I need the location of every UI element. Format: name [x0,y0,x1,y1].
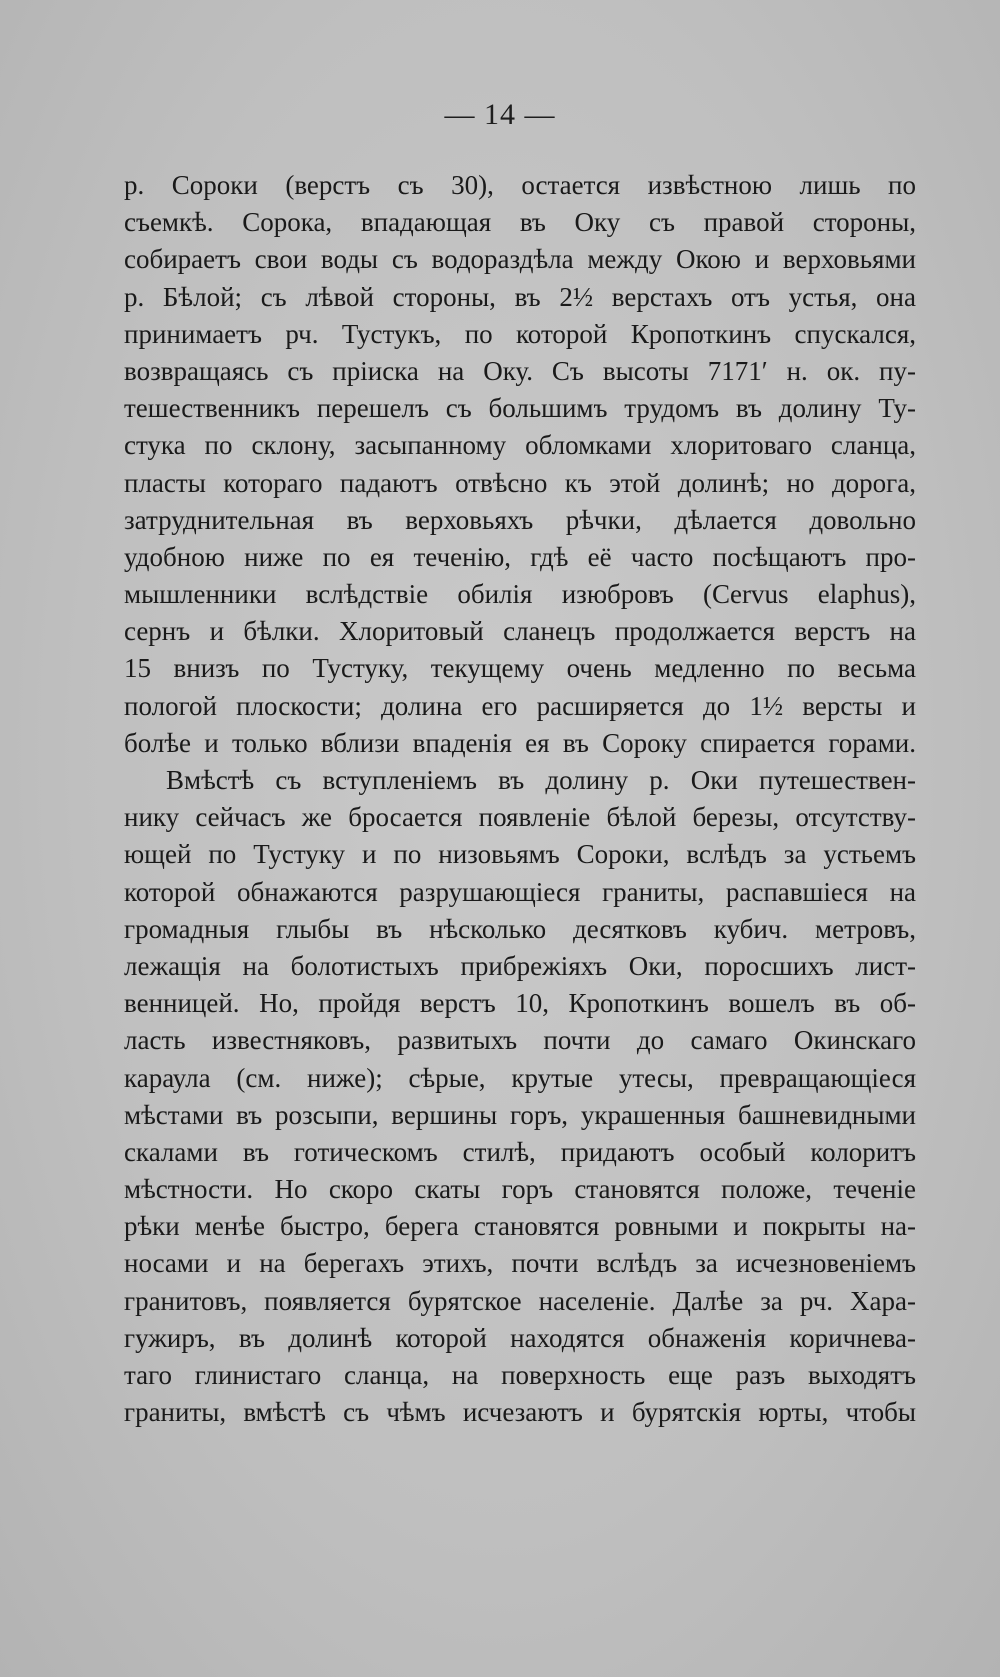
paragraph-start-line: Вмѣстѣ съ вступленіемъ въ долину р. Оки путешествен- [166,765,916,795]
text-line: съемкѣ. Сорока, впадающая въ Оку съ правой стороны, [124,207,916,238]
text-line: венницей. Но, пройдя верстъ 10, Кропоткинъ вошелъ въ об- [124,988,916,1019]
text-line: удобною ниже по ея теченію, гдѣ её часто посѣщаютъ про- [124,541,916,572]
text-line: стука по склону, засыпанному обломками хлоритоваго сланца, [124,430,916,461]
text-line: р. Бѣлой; съ лѣвой стороны, въ 2½ верстахъ отъ устья, она [124,281,916,312]
body-text [124,167,916,1431]
text-line: затруднительная въ верховьяхъ рѣчки, дѣлается довольно [124,504,916,535]
text-line: р. Сороки (верстъ съ 30), остается извѣстною лишь по [124,170,916,200]
text-line: рѣки менѣе быстро, берега становятся ровными и покрыты на- [124,1211,916,1242]
text-line: ющей по Тустуку и по низовьямъ Сороки, вслѣдъ за устьемъ [124,839,916,870]
text-line: громадныя глыбы въ нѣсколько десятковъ кубич. метровъ, [124,913,916,944]
text-line: граниты, вмѣстѣ съ чѣмъ исчезаютъ и бурятскія юрты, чтобы [124,1397,916,1428]
text-line: принимаетъ рч. Тустукъ, по которой Кропоткинъ спускался, [124,318,916,349]
text-line: ласть известняковъ, развитыхъ почти до самаго Окинскаго [124,1025,916,1056]
page-number: — 14 — [444,98,556,131]
text-line: которой обнажаются разрушающіеся граниты, распавшіеся на [124,876,916,907]
text-line: мышленники вслѣдствіе обилія изюбровъ (Cervus elaphus), [124,579,916,610]
text-line: скалами въ готическомъ стилѣ, придаютъ особый колоритъ [124,1136,916,1167]
text-line: сернъ и бѣлки. Хлоритовый сланецъ продолжается верстъ на [124,616,916,647]
text-line: носами и на берегахъ этихъ, почти вслѣдъ за исчезновеніемъ [124,1248,916,1279]
text-line: возвращаясь съ пріиска на Оку. Съ высоты 7171′ н. ок. пу- [124,355,916,386]
text-line: тешественникъ перешелъ съ большимъ трудомъ въ долину Ту- [124,393,916,424]
text-line: нику сейчасъ же бросается появленіе бѣлой березы, отсутству- [124,802,916,833]
text-line: гранитовъ, появляется бурятское населеніе. Далѣе за рч. Хара- [124,1285,916,1316]
text-line: собираетъ свои воды съ водораздѣла между Окою и верховьями [124,244,916,275]
text-line: таго глинистаго сланца, на поверхность еще разъ выходятъ [124,1360,916,1390]
text-line: пологой плоскости; долина его расширяется до 1½ версты и [124,690,916,721]
text-line: 15 внизъ по Тустуку, текущему очень медленно по весьма [124,653,916,684]
paragraph-end-line: болѣе и только вблизи впаденія ея въ Сороку спирается горами. [124,727,916,758]
text-line: гужиръ, въ долинѣ которой находятся обнаженія коричнева- [124,1322,916,1353]
text-line: караула (см. ниже); сѣрые, крутые утесы, превращающіеся [124,1062,916,1093]
text-line: мѣстами въ розсыпи, вершины горъ, украшенныя башневидными [124,1099,916,1130]
text-line: мѣстности. Но скоро скаты горъ становятся положе, теченіе [124,1174,916,1205]
text-line: пласты котораго падаютъ отвѣсно къ этой долинѣ; но дорога, [124,467,916,498]
text-line: лежащія на болотистыхъ прибрежіяхъ Оки, поросшихъ лист- [124,950,916,981]
